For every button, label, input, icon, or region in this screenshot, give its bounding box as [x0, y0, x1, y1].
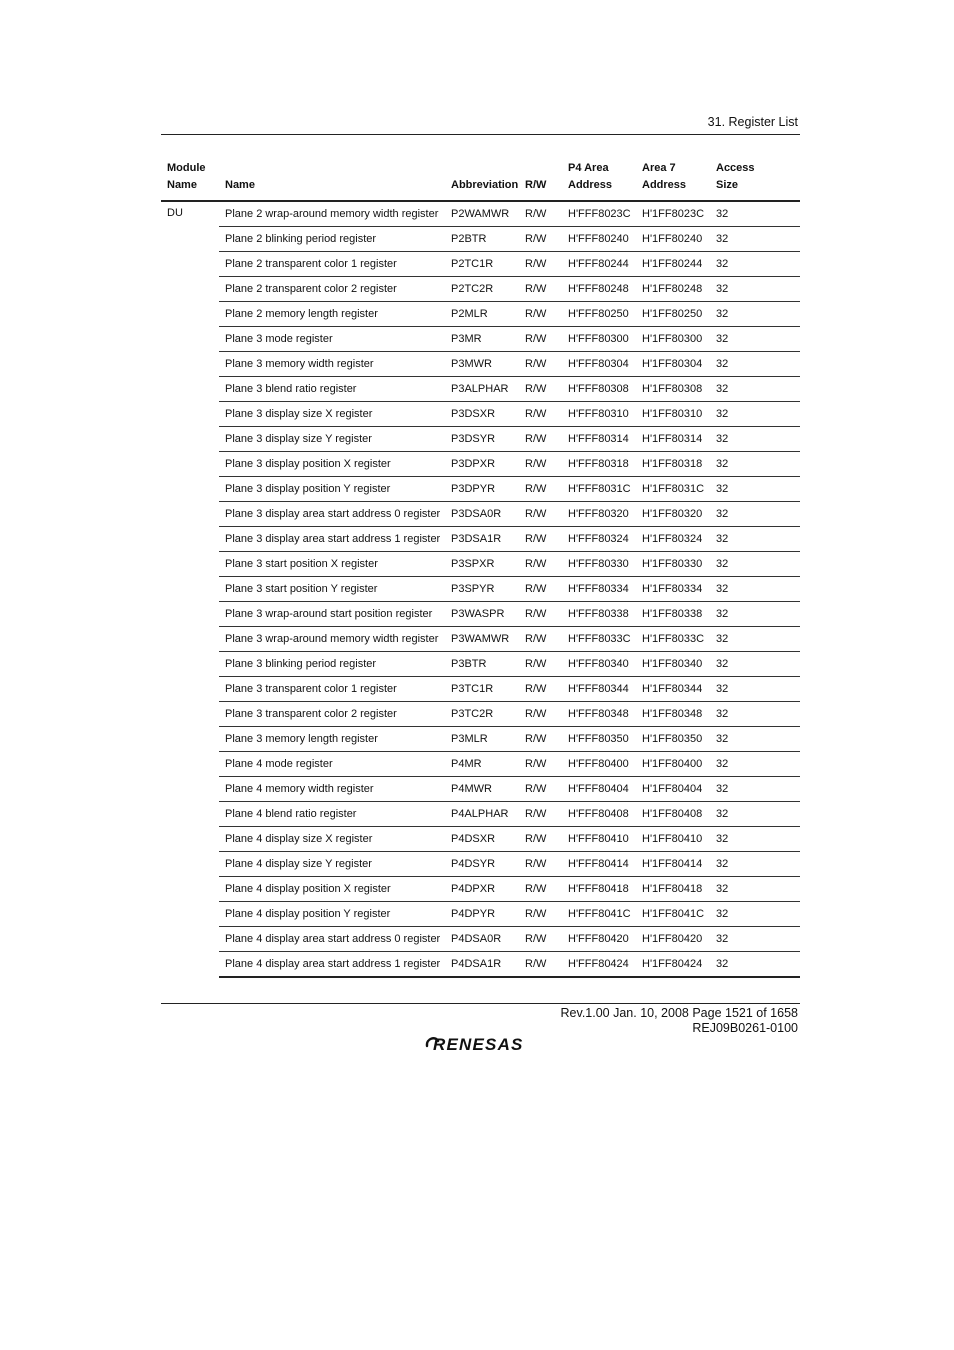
- cell-name: Plane 3 display position X register: [219, 452, 445, 477]
- cell-rw: R/W: [519, 377, 562, 402]
- cell-access-size: 32: [710, 627, 800, 652]
- table-row: [161, 702, 800, 727]
- cell-rw: R/W: [519, 477, 562, 502]
- cell-abbreviation: P3MLR: [445, 727, 519, 752]
- cell-abbreviation: P3DSA0R: [445, 502, 519, 527]
- cell-name: Plane 4 mode register: [219, 752, 445, 777]
- cell-name: Plane 4 display size Y register: [219, 852, 445, 877]
- cell-area7-address: H'1FF80340: [636, 652, 710, 677]
- cell-access-size: 32: [710, 327, 800, 352]
- cell-name: Plane 4 display position Y register: [219, 902, 445, 927]
- table-row: [161, 852, 800, 877]
- cell-area7-address: H'1FF80318: [636, 452, 710, 477]
- cell-abbreviation: P4MR: [445, 752, 519, 777]
- cell-area7-address: H'1FF80304: [636, 352, 710, 377]
- table-row: [161, 352, 800, 377]
- table-row: [161, 777, 800, 802]
- cell-area7-address: H'1FF80330: [636, 552, 710, 577]
- cell-abbreviation: P3ALPHAR: [445, 377, 519, 402]
- cell-access-size: 32: [710, 377, 800, 402]
- cell-name: Plane 3 memory length register: [219, 727, 445, 752]
- cell-area7-address: H'1FF80404: [636, 777, 710, 802]
- table-row: [161, 677, 800, 702]
- column-header-abbreviation: Abbreviation: [445, 156, 519, 201]
- cell-access-size: 32: [710, 277, 800, 302]
- cell-abbreviation: P3MWR: [445, 352, 519, 377]
- cell-rw: R/W: [519, 352, 562, 377]
- table-row: [161, 602, 800, 627]
- cell-area7-address: H'1FF80400: [636, 752, 710, 777]
- cell-access-size: 32: [710, 477, 800, 502]
- cell-area7-address: H'1FF80350: [636, 727, 710, 752]
- cell-rw: R/W: [519, 252, 562, 277]
- cell-access-size: 32: [710, 702, 800, 727]
- table-row: [161, 727, 800, 752]
- cell-abbreviation: P3WASPR: [445, 602, 519, 627]
- table-row: [161, 477, 800, 502]
- cell-area7-address: H'1FF80334: [636, 577, 710, 602]
- cell-area7-address: H'1FF80344: [636, 677, 710, 702]
- cell-area7-address: H'1FF80418: [636, 877, 710, 902]
- cell-area7-address: H'1FF8041C: [636, 902, 710, 927]
- cell-name: Plane 2 transparent color 2 register: [219, 277, 445, 302]
- revision-line: Rev.1.00 Jan. 10, 2008 Page 1521 of 1658: [560, 1006, 798, 1020]
- cell-area7-address: H'1FF80244: [636, 252, 710, 277]
- column-header-area7-address: Area 7 Address: [636, 156, 710, 201]
- cell-p4-address: H'FFF80350: [562, 727, 636, 752]
- table-row: [161, 802, 800, 827]
- table-row: [161, 277, 800, 302]
- cell-name: Plane 3 transparent color 1 register: [219, 677, 445, 702]
- cell-p4-address: H'FFF80244: [562, 252, 636, 277]
- cell-abbreviation: P3DSXR: [445, 402, 519, 427]
- cell-name: Plane 4 memory width register: [219, 777, 445, 802]
- cell-rw: R/W: [519, 727, 562, 752]
- cell-name: Plane 3 wrap-around memory width register: [219, 627, 445, 652]
- cell-p4-address: H'FFF80304: [562, 352, 636, 377]
- cell-abbreviation: P2MLR: [445, 302, 519, 327]
- cell-name: Plane 3 blinking period register: [219, 652, 445, 677]
- cell-abbreviation: P3SPXR: [445, 552, 519, 577]
- cell-p4-address: H'FFF80408: [562, 802, 636, 827]
- cell-access-size: 32: [710, 652, 800, 677]
- cell-rw: R/W: [519, 702, 562, 727]
- table-row: [161, 327, 800, 352]
- table-row: [161, 252, 800, 277]
- cell-rw: R/W: [519, 552, 562, 577]
- table-row: [161, 577, 800, 602]
- table-row: [161, 427, 800, 452]
- cell-area7-address: H'1FF8033C: [636, 627, 710, 652]
- table-row: [161, 452, 800, 477]
- cell-abbreviation: P3TC1R: [445, 677, 519, 702]
- cell-name: Plane 2 transparent color 1 register: [219, 252, 445, 277]
- cell-abbreviation: P3SPYR: [445, 577, 519, 602]
- cell-area7-address: H'1FF80314: [636, 427, 710, 452]
- cell-rw: R/W: [519, 877, 562, 902]
- cell-access-size: 32: [710, 802, 800, 827]
- table-row: [161, 927, 800, 952]
- cell-access-size: 32: [710, 227, 800, 252]
- cell-access-size: 32: [710, 752, 800, 777]
- cell-rw: R/W: [519, 402, 562, 427]
- cell-abbreviation: P3DPYR: [445, 477, 519, 502]
- cell-p4-address: H'FFF80330: [562, 552, 636, 577]
- cell-area7-address: H'1FF80410: [636, 827, 710, 852]
- cell-access-size: 32: [710, 827, 800, 852]
- cell-area7-address: H'1FF80250: [636, 302, 710, 327]
- table-row: [161, 902, 800, 927]
- cell-p4-address: H'FFF80338: [562, 602, 636, 627]
- cell-p4-address: H'FFF8031C: [562, 477, 636, 502]
- cell-area7-address: H'1FF80310: [636, 402, 710, 427]
- cell-abbreviation: P3DPXR: [445, 452, 519, 477]
- cell-rw: R/W: [519, 927, 562, 952]
- cell-p4-address: H'FFF80348: [562, 702, 636, 727]
- cell-name: Plane 4 display size X register: [219, 827, 445, 852]
- cell-area7-address: H'1FF80414: [636, 852, 710, 877]
- cell-rw: R/W: [519, 852, 562, 877]
- cell-abbreviation: P3MR: [445, 327, 519, 352]
- cell-access-size: 32: [710, 252, 800, 277]
- cell-rw: R/W: [519, 227, 562, 252]
- table-row: [161, 827, 800, 852]
- cell-rw: R/W: [519, 777, 562, 802]
- table-row: [161, 227, 800, 252]
- cell-area7-address: H'1FF80248: [636, 277, 710, 302]
- cell-module: DU: [167, 207, 183, 219]
- cell-abbreviation: P2BTR: [445, 227, 519, 252]
- column-header-p4-address: P4 Area Address: [562, 156, 636, 201]
- cell-abbreviation: P3WAMWR: [445, 627, 519, 652]
- cell-access-size: 32: [710, 927, 800, 952]
- cell-p4-address: H'FFF80400: [562, 752, 636, 777]
- cell-name: Plane 3 blend ratio register: [219, 377, 445, 402]
- cell-p4-address: H'FFF80310: [562, 402, 636, 427]
- cell-access-size: 32: [710, 877, 800, 902]
- section-title: 31. Register List: [707, 115, 798, 129]
- cell-p4-address: H'FFF80418: [562, 877, 636, 902]
- logo-wordmark: RENESAS: [433, 1035, 524, 1054]
- cell-area7-address: H'1FF80420: [636, 927, 710, 952]
- cell-name: Plane 4 display area start address 0 register: [219, 927, 445, 952]
- cell-abbreviation: P4DSXR: [445, 827, 519, 852]
- cell-abbreviation: P4DPXR: [445, 877, 519, 902]
- column-header-rw: R/W: [519, 156, 562, 201]
- table-row: [161, 552, 800, 577]
- cell-p4-address: H'FFF80404: [562, 777, 636, 802]
- table-row: [161, 502, 800, 527]
- cell-rw: R/W: [519, 502, 562, 527]
- header-divider: [161, 134, 800, 135]
- cell-p4-address: H'FFF80420: [562, 927, 636, 952]
- cell-area7-address: H'1FF80320: [636, 502, 710, 527]
- cell-access-size: 32: [710, 402, 800, 427]
- cell-name: Plane 3 display size Y register: [219, 427, 445, 452]
- cell-p4-address: H'FFF8033C: [562, 627, 636, 652]
- cell-p4-address: H'FFF80320: [562, 502, 636, 527]
- table-header: [161, 156, 800, 201]
- cell-p4-address: H'FFF80248: [562, 277, 636, 302]
- column-header-module: Module Name: [161, 156, 219, 201]
- table-row: [161, 302, 800, 327]
- cell-rw: R/W: [519, 201, 562, 227]
- cell-abbreviation: P3BTR: [445, 652, 519, 677]
- table-row: [161, 752, 800, 777]
- table-row: [161, 201, 800, 227]
- cell-abbreviation: P2TC1R: [445, 252, 519, 277]
- cell-access-size: 32: [710, 427, 800, 452]
- cell-p4-address: H'FFF80324: [562, 527, 636, 552]
- cell-abbreviation: P4DSA1R: [445, 952, 519, 978]
- cell-rw: R/W: [519, 277, 562, 302]
- cell-p4-address: H'FFF80414: [562, 852, 636, 877]
- cell-area7-address: H'1FF80348: [636, 702, 710, 727]
- cell-name: Plane 3 transparent color 2 register: [219, 702, 445, 727]
- cell-rw: R/W: [519, 527, 562, 552]
- cell-rw: R/W: [519, 802, 562, 827]
- cell-abbreviation: P4DPYR: [445, 902, 519, 927]
- cell-name: Plane 3 display area start address 1 register: [219, 527, 445, 552]
- cell-area7-address: H'1FF80338: [636, 602, 710, 627]
- cell-abbreviation: P4DSYR: [445, 852, 519, 877]
- table-row: [161, 627, 800, 652]
- column-header-name: Name: [219, 156, 445, 201]
- cell-area7-address: H'1FF80424: [636, 952, 710, 978]
- cell-abbreviation: P4MWR: [445, 777, 519, 802]
- cell-p4-address: H'FFF80250: [562, 302, 636, 327]
- cell-name: Plane 3 start position X register: [219, 552, 445, 577]
- footer-divider: [161, 1003, 800, 1004]
- cell-rw: R/W: [519, 627, 562, 652]
- cell-area7-address: H'1FF8031C: [636, 477, 710, 502]
- cell-access-size: 32: [710, 952, 800, 978]
- cell-access-size: 32: [710, 552, 800, 577]
- cell-rw: R/W: [519, 452, 562, 477]
- cell-p4-address: H'FFF80334: [562, 577, 636, 602]
- cell-access-size: 32: [710, 902, 800, 927]
- cell-name: Plane 3 start position Y register: [219, 577, 445, 602]
- cell-area7-address: H'1FF80240: [636, 227, 710, 252]
- cell-abbreviation: P3TC2R: [445, 702, 519, 727]
- cell-area7-address: H'1FF8023C: [636, 201, 710, 227]
- cell-access-size: 32: [710, 201, 800, 227]
- cell-access-size: 32: [710, 777, 800, 802]
- cell-access-size: 32: [710, 452, 800, 477]
- table-row: [161, 952, 800, 978]
- cell-access-size: 32: [710, 527, 800, 552]
- cell-area7-address: H'1FF80300: [636, 327, 710, 352]
- cell-name: Plane 3 mode register: [219, 327, 445, 352]
- table-row: [161, 377, 800, 402]
- cell-abbreviation: P4DSA0R: [445, 927, 519, 952]
- table-row: [161, 402, 800, 427]
- cell-p4-address: H'FFF8023C: [562, 201, 636, 227]
- cell-name: Plane 3 display size X register: [219, 402, 445, 427]
- register-table: [161, 156, 800, 978]
- cell-access-size: 32: [710, 727, 800, 752]
- cell-name: Plane 3 memory width register: [219, 352, 445, 377]
- cell-rw: R/W: [519, 302, 562, 327]
- cell-access-size: 32: [710, 602, 800, 627]
- cell-p4-address: H'FFF80240: [562, 227, 636, 252]
- cell-name: Plane 4 display position X register: [219, 877, 445, 902]
- cell-access-size: 32: [710, 852, 800, 877]
- cell-name: Plane 4 display area start address 1 register: [219, 952, 445, 978]
- cell-area7-address: H'1FF80408: [636, 802, 710, 827]
- renesas-logo: [424, 1033, 542, 1060]
- cell-rw: R/W: [519, 577, 562, 602]
- document-number: REJ09B0261-0100: [692, 1021, 798, 1035]
- cell-p4-address: H'FFF80318: [562, 452, 636, 477]
- cell-p4-address: H'FFF80314: [562, 427, 636, 452]
- cell-name: Plane 2 blinking period register: [219, 227, 445, 252]
- cell-p4-address: H'FFF8041C: [562, 902, 636, 927]
- cell-abbreviation: P2TC2R: [445, 277, 519, 302]
- cell-rw: R/W: [519, 602, 562, 627]
- cell-rw: R/W: [519, 677, 562, 702]
- cell-p4-address: H'FFF80424: [562, 952, 636, 978]
- cell-p4-address: H'FFF80410: [562, 827, 636, 852]
- cell-p4-address: H'FFF80308: [562, 377, 636, 402]
- cell-name: Plane 3 display area start address 0 register: [219, 502, 445, 527]
- cell-p4-address: H'FFF80300: [562, 327, 636, 352]
- cell-p4-address: H'FFF80344: [562, 677, 636, 702]
- cell-name: Plane 3 display position Y register: [219, 477, 445, 502]
- cell-p4-address: H'FFF80340: [562, 652, 636, 677]
- table-row: [161, 652, 800, 677]
- cell-name: Plane 3 wrap-around start position register: [219, 602, 445, 627]
- cell-name: Plane 2 memory length register: [219, 302, 445, 327]
- cell-access-size: 32: [710, 502, 800, 527]
- cell-rw: R/W: [519, 827, 562, 852]
- cell-name: Plane 4 blend ratio register: [219, 802, 445, 827]
- cell-area7-address: H'1FF80324: [636, 527, 710, 552]
- table-row: [161, 527, 800, 552]
- cell-access-size: 32: [710, 302, 800, 327]
- cell-abbreviation: P3DSYR: [445, 427, 519, 452]
- cell-rw: R/W: [519, 952, 562, 978]
- cell-abbreviation: P3DSA1R: [445, 527, 519, 552]
- column-header-access-size: Access Size: [710, 156, 800, 201]
- table-body: [161, 201, 800, 977]
- cell-name: Plane 2 wrap-around memory width register: [219, 201, 445, 227]
- cell-access-size: 32: [710, 352, 800, 377]
- table-row: [161, 877, 800, 902]
- cell-abbreviation: P2WAMWR: [445, 201, 519, 227]
- cell-area7-address: H'1FF80308: [636, 377, 710, 402]
- cell-rw: R/W: [519, 902, 562, 927]
- cell-abbreviation: P4ALPHAR: [445, 802, 519, 827]
- cell-access-size: 32: [710, 577, 800, 602]
- cell-rw: R/W: [519, 427, 562, 452]
- cell-rw: R/W: [519, 752, 562, 777]
- cell-rw: R/W: [519, 327, 562, 352]
- cell-access-size: 32: [710, 677, 800, 702]
- cell-rw: R/W: [519, 652, 562, 677]
